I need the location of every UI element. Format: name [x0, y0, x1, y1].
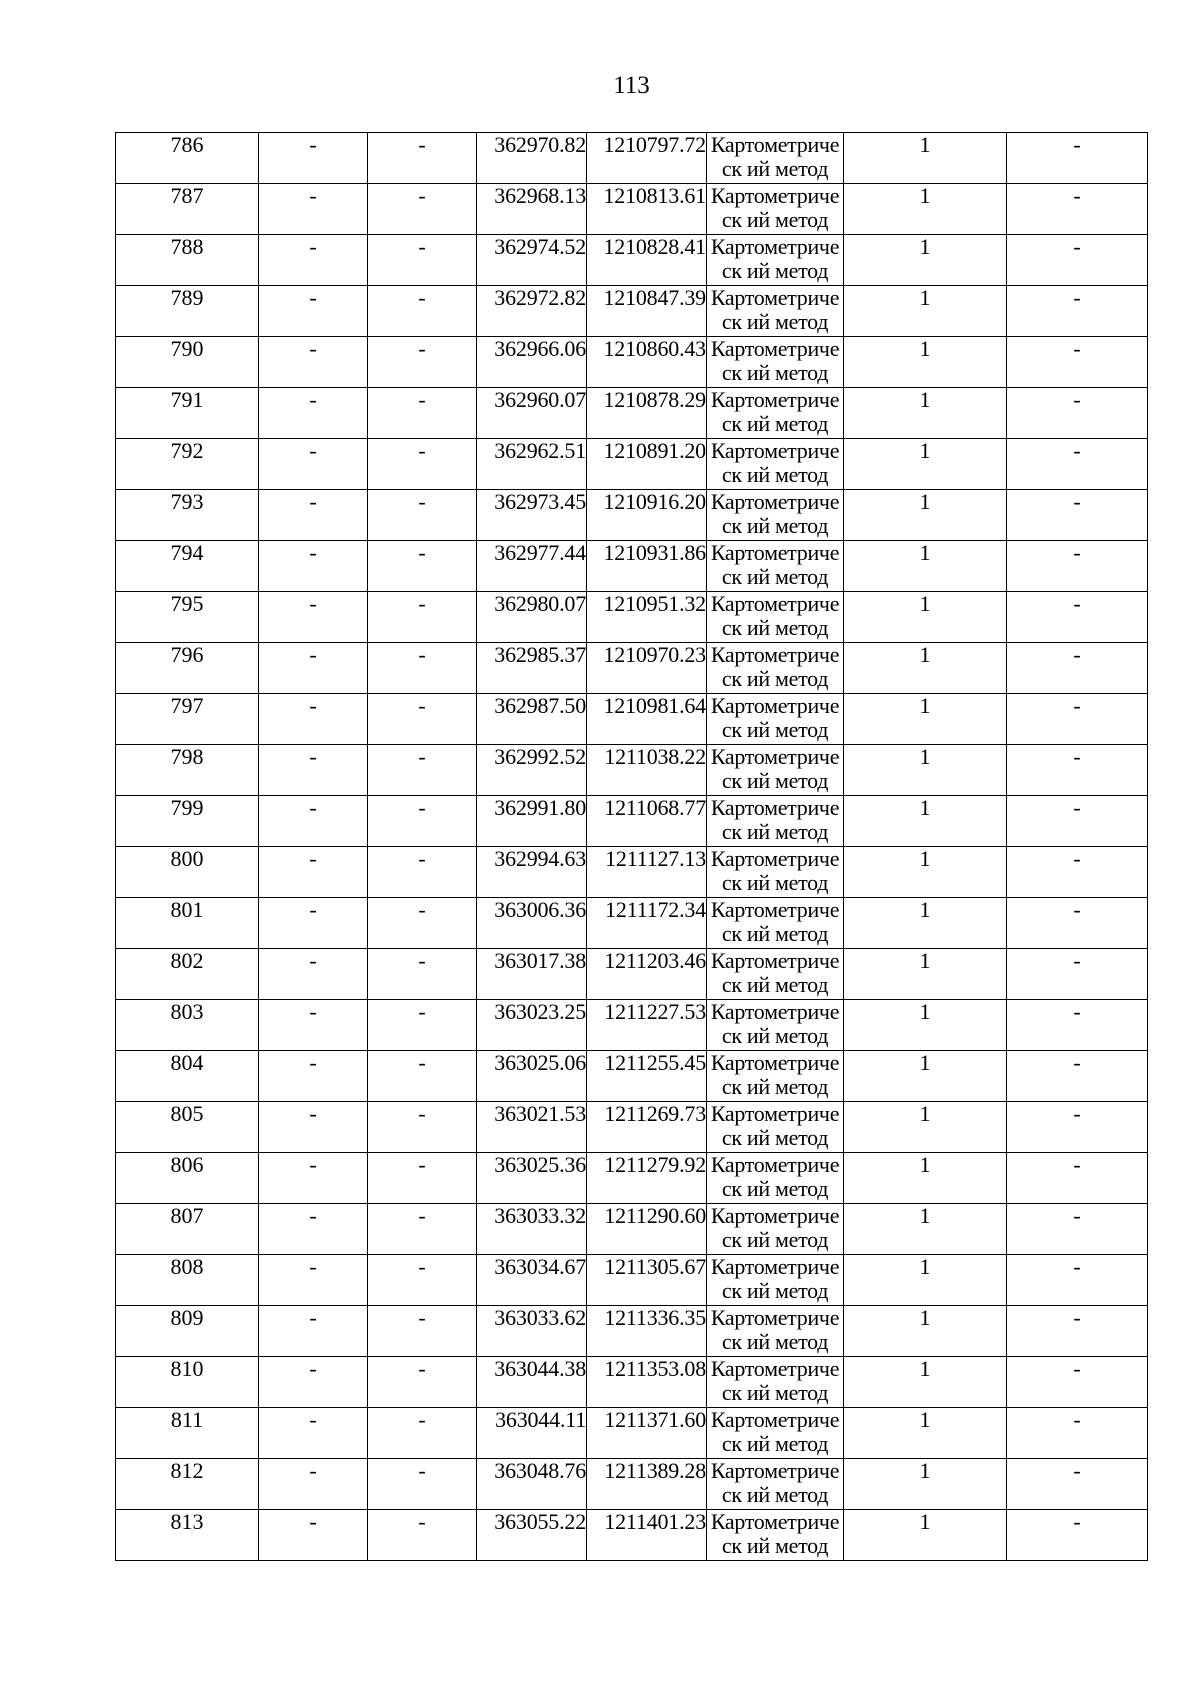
table-row [116, 1357, 1148, 1408]
method-cell: Картометрическ ий метод [707, 694, 844, 745]
empty-cell: - [259, 1306, 368, 1357]
method-cell: Картометрическ ий метод [707, 133, 844, 184]
empty-cell: - [259, 490, 368, 541]
accuracy-cell: 1 [844, 592, 1007, 643]
x-coordinate-cell: 362974.52 [477, 235, 587, 286]
empty-cell: - [1007, 388, 1148, 439]
empty-cell: - [259, 1255, 368, 1306]
accuracy-cell: 1 [844, 1357, 1007, 1408]
empty-cell: - [259, 1102, 368, 1153]
accuracy-cell: 1 [844, 184, 1007, 235]
empty-cell: - [1007, 337, 1148, 388]
y-coordinate-cell: 1210847.39 [587, 286, 707, 337]
y-coordinate-cell: 1210951.32 [587, 592, 707, 643]
empty-cell: - [259, 235, 368, 286]
point-number-cell: 799 [116, 796, 259, 847]
empty-cell: - [368, 133, 477, 184]
accuracy-cell: 1 [844, 1510, 1007, 1561]
x-coordinate-cell: 363033.32 [477, 1204, 587, 1255]
empty-cell: - [259, 898, 368, 949]
empty-cell: - [259, 388, 368, 439]
x-coordinate-cell: 363021.53 [477, 1102, 587, 1153]
point-number-cell: 798 [116, 745, 259, 796]
table-row [116, 796, 1148, 847]
y-coordinate-cell: 1211127.13 [587, 847, 707, 898]
empty-cell: - [368, 745, 477, 796]
accuracy-cell: 1 [844, 1459, 1007, 1510]
table-row [116, 949, 1148, 1000]
method-cell: Картометрическ ий метод [707, 1204, 844, 1255]
accuracy-cell: 1 [844, 745, 1007, 796]
table-row [116, 1408, 1148, 1459]
x-coordinate-cell: 363023.25 [477, 1000, 587, 1051]
table-row [116, 1153, 1148, 1204]
x-coordinate-cell: 362977.44 [477, 541, 587, 592]
method-cell: Картометрическ ий метод [707, 1102, 844, 1153]
empty-cell: - [368, 541, 477, 592]
accuracy-cell: 1 [844, 1306, 1007, 1357]
method-cell: Картометрическ ий метод [707, 898, 844, 949]
empty-cell: - [259, 184, 368, 235]
x-coordinate-cell: 363017.38 [477, 949, 587, 1000]
accuracy-cell: 1 [844, 541, 1007, 592]
empty-cell: - [1007, 235, 1148, 286]
method-cell: Картометрическ ий метод [707, 337, 844, 388]
empty-cell: - [368, 1051, 477, 1102]
empty-cell: - [368, 235, 477, 286]
y-coordinate-cell: 1211290.60 [587, 1204, 707, 1255]
accuracy-cell: 1 [844, 694, 1007, 745]
empty-cell: - [368, 1357, 477, 1408]
empty-cell: - [368, 1204, 477, 1255]
table-row [116, 847, 1148, 898]
empty-cell: - [368, 643, 477, 694]
method-cell: Картометрическ ий метод [707, 541, 844, 592]
empty-cell: - [368, 337, 477, 388]
point-number-cell: 812 [116, 1459, 259, 1510]
empty-cell: - [1007, 1051, 1148, 1102]
table-row [116, 592, 1148, 643]
method-cell: Картометрическ ий метод [707, 1051, 844, 1102]
method-cell: Картометрическ ий метод [707, 1153, 844, 1204]
empty-cell: - [1007, 490, 1148, 541]
empty-cell: - [368, 592, 477, 643]
empty-cell: - [368, 949, 477, 1000]
point-number-cell: 792 [116, 439, 259, 490]
accuracy-cell: 1 [844, 1204, 1007, 1255]
method-cell: Картометрическ ий метод [707, 1000, 844, 1051]
accuracy-cell: 1 [844, 1051, 1007, 1102]
accuracy-cell: 1 [844, 1408, 1007, 1459]
accuracy-cell: 1 [844, 898, 1007, 949]
empty-cell: - [1007, 949, 1148, 1000]
method-cell: Картометрическ ий метод [707, 796, 844, 847]
accuracy-cell: 1 [844, 235, 1007, 286]
empty-cell: - [1007, 847, 1148, 898]
empty-cell: - [1007, 694, 1148, 745]
empty-cell: - [259, 1204, 368, 1255]
point-number-cell: 797 [116, 694, 259, 745]
table-row [116, 1000, 1148, 1051]
y-coordinate-cell: 1211305.67 [587, 1255, 707, 1306]
method-cell: Картометрическ ий метод [707, 286, 844, 337]
y-coordinate-cell: 1211172.34 [587, 898, 707, 949]
y-coordinate-cell: 1211038.22 [587, 745, 707, 796]
x-coordinate-cell: 362987.50 [477, 694, 587, 745]
empty-cell: - [1007, 439, 1148, 490]
empty-cell: - [1007, 133, 1148, 184]
empty-cell: - [1007, 541, 1148, 592]
y-coordinate-cell: 1211389.28 [587, 1459, 707, 1510]
x-coordinate-cell: 363055.22 [477, 1510, 587, 1561]
method-cell: Картометрическ ий метод [707, 388, 844, 439]
coordinates-table [115, 132, 1148, 1561]
accuracy-cell: 1 [844, 439, 1007, 490]
y-coordinate-cell: 1211401.23 [587, 1510, 707, 1561]
method-cell: Картометрическ ий метод [707, 1357, 844, 1408]
accuracy-cell: 1 [844, 388, 1007, 439]
empty-cell: - [259, 1153, 368, 1204]
table-row [116, 286, 1148, 337]
y-coordinate-cell: 1210797.72 [587, 133, 707, 184]
empty-cell: - [1007, 796, 1148, 847]
y-coordinate-cell: 1211227.53 [587, 1000, 707, 1051]
point-number-cell: 793 [116, 490, 259, 541]
accuracy-cell: 1 [844, 337, 1007, 388]
x-coordinate-cell: 362960.07 [477, 388, 587, 439]
empty-cell: - [368, 1102, 477, 1153]
empty-cell: - [368, 1000, 477, 1051]
point-number-cell: 786 [116, 133, 259, 184]
x-coordinate-cell: 362994.63 [477, 847, 587, 898]
table-row [116, 643, 1148, 694]
empty-cell: - [368, 1459, 477, 1510]
table-row [116, 1051, 1148, 1102]
table-row [116, 1510, 1148, 1561]
x-coordinate-cell: 362991.80 [477, 796, 587, 847]
empty-cell: - [259, 796, 368, 847]
table-row [116, 898, 1148, 949]
empty-cell: - [1007, 898, 1148, 949]
y-coordinate-cell: 1210860.43 [587, 337, 707, 388]
y-coordinate-cell: 1210981.64 [587, 694, 707, 745]
table-row [116, 1255, 1148, 1306]
point-number-cell: 804 [116, 1051, 259, 1102]
table-row [116, 235, 1148, 286]
point-number-cell: 805 [116, 1102, 259, 1153]
empty-cell: - [259, 1051, 368, 1102]
accuracy-cell: 1 [844, 1153, 1007, 1204]
empty-cell: - [368, 286, 477, 337]
empty-cell: - [1007, 1408, 1148, 1459]
x-coordinate-cell: 362966.06 [477, 337, 587, 388]
point-number-cell: 808 [116, 1255, 259, 1306]
x-coordinate-cell: 363044.38 [477, 1357, 587, 1408]
x-coordinate-cell: 362962.51 [477, 439, 587, 490]
empty-cell: - [1007, 1357, 1148, 1408]
x-coordinate-cell: 363033.62 [477, 1306, 587, 1357]
method-cell: Картометрическ ий метод [707, 184, 844, 235]
point-number-cell: 790 [116, 337, 259, 388]
empty-cell: - [259, 694, 368, 745]
empty-cell: - [259, 541, 368, 592]
empty-cell: - [368, 1153, 477, 1204]
empty-cell: - [368, 1306, 477, 1357]
table-row [116, 439, 1148, 490]
point-number-cell: 796 [116, 643, 259, 694]
table-row [116, 1459, 1148, 1510]
method-cell: Картометрическ ий метод [707, 847, 844, 898]
y-coordinate-cell: 1210916.20 [587, 490, 707, 541]
method-cell: Картометрическ ий метод [707, 745, 844, 796]
empty-cell: - [368, 1255, 477, 1306]
point-number-cell: 810 [116, 1357, 259, 1408]
table-row [116, 388, 1148, 439]
x-coordinate-cell: 362980.07 [477, 592, 587, 643]
y-coordinate-cell: 1210891.20 [587, 439, 707, 490]
method-cell: Картометрическ ий метод [707, 1459, 844, 1510]
point-number-cell: 791 [116, 388, 259, 439]
empty-cell: - [368, 1510, 477, 1561]
empty-cell: - [259, 1459, 368, 1510]
empty-cell: - [259, 592, 368, 643]
table-row [116, 541, 1148, 592]
empty-cell: - [1007, 1153, 1148, 1204]
x-coordinate-cell: 363044.11 [477, 1408, 587, 1459]
empty-cell: - [259, 1510, 368, 1561]
empty-cell: - [1007, 1510, 1148, 1561]
point-number-cell: 800 [116, 847, 259, 898]
accuracy-cell: 1 [844, 490, 1007, 541]
y-coordinate-cell: 1211068.77 [587, 796, 707, 847]
point-number-cell: 794 [116, 541, 259, 592]
empty-cell: - [259, 337, 368, 388]
empty-cell: - [1007, 1204, 1148, 1255]
point-number-cell: 801 [116, 898, 259, 949]
point-number-cell: 806 [116, 1153, 259, 1204]
accuracy-cell: 1 [844, 1000, 1007, 1051]
y-coordinate-cell: 1211279.92 [587, 1153, 707, 1204]
x-coordinate-cell: 363034.67 [477, 1255, 587, 1306]
method-cell: Картометрическ ий метод [707, 643, 844, 694]
empty-cell: - [1007, 184, 1148, 235]
empty-cell: - [259, 745, 368, 796]
method-cell: Картометрическ ий метод [707, 592, 844, 643]
method-cell: Картометрическ ий метод [707, 439, 844, 490]
x-coordinate-cell: 362973.45 [477, 490, 587, 541]
empty-cell: - [1007, 745, 1148, 796]
method-cell: Картометрическ ий метод [707, 490, 844, 541]
method-cell: Картометрическ ий метод [707, 1510, 844, 1561]
point-number-cell: 802 [116, 949, 259, 1000]
empty-cell: - [259, 286, 368, 337]
y-coordinate-cell: 1210970.23 [587, 643, 707, 694]
x-coordinate-cell: 363006.36 [477, 898, 587, 949]
table-row [116, 184, 1148, 235]
method-cell: Картометрическ ий метод [707, 1306, 844, 1357]
x-coordinate-cell: 363048.76 [477, 1459, 587, 1510]
accuracy-cell: 1 [844, 949, 1007, 1000]
y-coordinate-cell: 1211371.60 [587, 1408, 707, 1459]
empty-cell: - [259, 1408, 368, 1459]
x-coordinate-cell: 362985.37 [477, 643, 587, 694]
accuracy-cell: 1 [844, 847, 1007, 898]
method-cell: Картометрическ ий метод [707, 949, 844, 1000]
empty-cell: - [259, 439, 368, 490]
x-coordinate-cell: 362992.52 [477, 745, 587, 796]
x-coordinate-cell: 363025.36 [477, 1153, 587, 1204]
table-row [116, 694, 1148, 745]
table-body [116, 133, 1148, 1561]
empty-cell: - [1007, 643, 1148, 694]
empty-cell: - [259, 1357, 368, 1408]
x-coordinate-cell: 362968.13 [477, 184, 587, 235]
table-row [116, 490, 1148, 541]
y-coordinate-cell: 1210878.29 [587, 388, 707, 439]
empty-cell: - [368, 388, 477, 439]
empty-cell: - [259, 847, 368, 898]
point-number-cell: 788 [116, 235, 259, 286]
empty-cell: - [368, 898, 477, 949]
empty-cell: - [368, 490, 477, 541]
empty-cell: - [259, 133, 368, 184]
empty-cell: - [1007, 1459, 1148, 1510]
empty-cell: - [368, 847, 477, 898]
table-row [116, 745, 1148, 796]
x-coordinate-cell: 362972.82 [477, 286, 587, 337]
point-number-cell: 789 [116, 286, 259, 337]
accuracy-cell: 1 [844, 1102, 1007, 1153]
empty-cell: - [368, 1408, 477, 1459]
table-row [116, 1306, 1148, 1357]
point-number-cell: 803 [116, 1000, 259, 1051]
point-number-cell: 811 [116, 1408, 259, 1459]
y-coordinate-cell: 1210828.41 [587, 235, 707, 286]
method-cell: Картометрическ ий метод [707, 1408, 844, 1459]
y-coordinate-cell: 1211269.73 [587, 1102, 707, 1153]
accuracy-cell: 1 [844, 643, 1007, 694]
empty-cell: - [1007, 1306, 1148, 1357]
method-cell: Картометрическ ий метод [707, 235, 844, 286]
accuracy-cell: 1 [844, 133, 1007, 184]
table-row [116, 1102, 1148, 1153]
y-coordinate-cell: 1211255.45 [587, 1051, 707, 1102]
x-coordinate-cell: 362970.82 [477, 133, 587, 184]
table-row [116, 337, 1148, 388]
point-number-cell: 809 [116, 1306, 259, 1357]
table-row [116, 133, 1148, 184]
empty-cell: - [259, 1000, 368, 1051]
empty-cell: - [368, 439, 477, 490]
empty-cell: - [1007, 286, 1148, 337]
page-number: 113 [613, 72, 650, 99]
x-coordinate-cell: 363025.06 [477, 1051, 587, 1102]
point-number-cell: 795 [116, 592, 259, 643]
empty-cell: - [1007, 1255, 1148, 1306]
y-coordinate-cell: 1211353.08 [587, 1357, 707, 1408]
method-cell: Картометрическ ий метод [707, 1255, 844, 1306]
empty-cell: - [1007, 1102, 1148, 1153]
accuracy-cell: 1 [844, 1255, 1007, 1306]
y-coordinate-cell: 1210931.86 [587, 541, 707, 592]
point-number-cell: 787 [116, 184, 259, 235]
point-number-cell: 813 [116, 1510, 259, 1561]
y-coordinate-cell: 1211203.46 [587, 949, 707, 1000]
empty-cell: - [368, 694, 477, 745]
point-number-cell: 807 [116, 1204, 259, 1255]
empty-cell: - [368, 184, 477, 235]
empty-cell: - [1007, 1000, 1148, 1051]
accuracy-cell: 1 [844, 286, 1007, 337]
table-row [116, 1204, 1148, 1255]
empty-cell: - [259, 643, 368, 694]
empty-cell: - [259, 949, 368, 1000]
empty-cell: - [1007, 592, 1148, 643]
accuracy-cell: 1 [844, 796, 1007, 847]
empty-cell: - [368, 796, 477, 847]
y-coordinate-cell: 1211336.35 [587, 1306, 707, 1357]
y-coordinate-cell: 1210813.61 [587, 184, 707, 235]
